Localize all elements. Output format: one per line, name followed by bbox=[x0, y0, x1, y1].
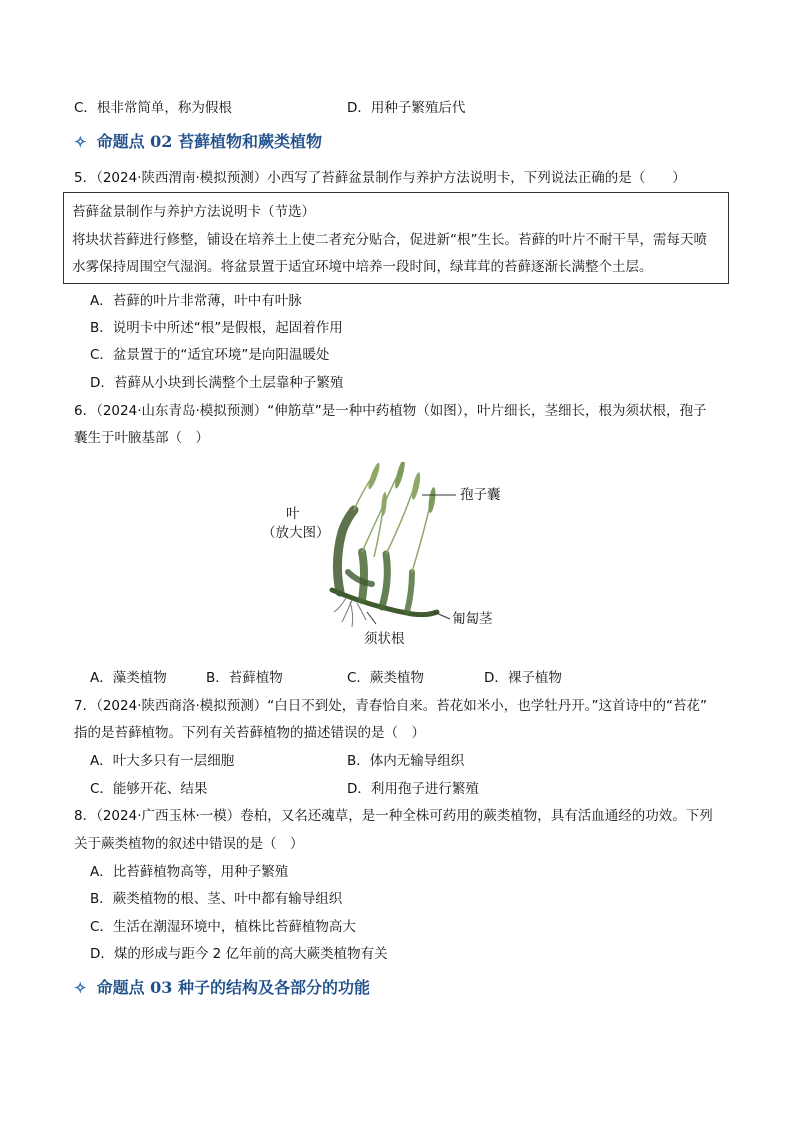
q7-option-d: D．利用孢子进行繁殖 bbox=[347, 781, 479, 797]
section-title: 命题点 03 种子的结构及各部分的功能 bbox=[96, 978, 370, 997]
question-5-stem: 5．（2024·陕西渭南·模拟预测）小西写了苔藓盆景制作与养护方法说明卡，下列说法正确的是（ ） bbox=[74, 170, 686, 186]
question-8-stem-line: 关于蕨类植物的叙述中错误的是（ ） bbox=[74, 836, 304, 852]
q6-option-d: D．裸子植物 bbox=[484, 670, 562, 686]
q8-option-d: D．煤的形成与距今 2 亿年前的高大蕨类植物有关 bbox=[90, 946, 388, 962]
diamond-sparkle-icon: ✧ bbox=[74, 979, 87, 997]
q8-option-b: B．蕨类植物的根、茎、叶中都有输导组织 bbox=[90, 891, 343, 907]
diamond-sparkle-icon: ✧ bbox=[74, 133, 87, 151]
prev-option-d: D．用种子繁殖后代 bbox=[347, 100, 466, 116]
q5-option-b: B．说明卡中所述“根”是假根，起固着作用 bbox=[90, 320, 343, 336]
q6-option-b: B．苔藓植物 bbox=[206, 670, 283, 686]
q7-option-b: B．体内无输导组织 bbox=[347, 753, 465, 769]
question-6-stem-line: 囊生于叶腋基部（ ） bbox=[74, 430, 209, 446]
q5-option-d: D．苔藓从小块到长满整个土层靠种子繁殖 bbox=[90, 375, 344, 391]
q7-option-c: C．能够开花、结果 bbox=[90, 781, 208, 797]
section-heading-02 bbox=[74, 130, 322, 154]
card-text-line: 将块状苔藓进行修整，铺设在培养土上使二者充分贴合，促进新“根”生长。苔藓的叶片不耐干旱，需每天喷 bbox=[72, 232, 707, 248]
q6-option-c: C．蕨类植物 bbox=[347, 670, 424, 686]
question-6-stem-line: 6．（2024·山东青岛·模拟预测）“伸筋草”是一种中药植物（如图），叶片细长，茎细长，根为须状根，孢子 bbox=[74, 403, 707, 419]
figure-label-root: 须状根 bbox=[364, 631, 405, 647]
q5-option-c: C．盆景置于的“适宜环境”是向阳温暖处 bbox=[90, 347, 330, 363]
card-title: 苔藓盆景制作与养护方法说明卡（节选） bbox=[72, 204, 315, 220]
question-8-stem-line: 8．（2024·广西玉林·一模）卷柏，又名还魂草，是一种全株可药用的蕨类植物，具有活血通经的功效。下列 bbox=[74, 808, 713, 824]
section-title: 命题点 02 苔藓植物和蕨类植物 bbox=[96, 132, 322, 151]
instruction-card bbox=[63, 192, 729, 284]
prev-option-c: C．根非常简单，称为假根 bbox=[74, 100, 232, 116]
q6-option-a: A．藻类植物 bbox=[90, 670, 167, 686]
figure-label-stolon: 匍匐茎 bbox=[452, 611, 493, 627]
question-7-stem-line: 7．（2024·陕西商洛·模拟预测）“白日不到处，青春恰自来。苔花如米小，也学牡丹开。”这首诗中的“苔花” bbox=[74, 698, 708, 714]
q5-option-a: A．苔藓的叶片非常薄，叶中有叶脉 bbox=[90, 293, 302, 309]
question-7-stem-line: 指的是苔藓植物。下列有关苔藓植物的描述错误的是（ ） bbox=[74, 725, 425, 741]
figure-label-leaf-zoom: （放大图） bbox=[262, 525, 330, 541]
q8-option-a: A．比苔藓植物高等，用种子繁殖 bbox=[90, 864, 289, 880]
card-text-line: 水雾保持周围空气湿润。将盆景置于适宜环境中培养一段时间，绿茸茸的苔藓逐渐长满整个土层。 bbox=[72, 259, 653, 275]
q8-option-c: C．生活在潮湿环境中，植株比苔藓植物高大 bbox=[90, 919, 356, 935]
plant-figure bbox=[262, 462, 512, 652]
figure-label-leaf: 叶 bbox=[286, 506, 300, 522]
section-heading-03 bbox=[74, 976, 370, 1000]
figure-label-sporangium: 孢子囊 bbox=[460, 487, 501, 503]
q7-option-a: A．叶大多只有一层细胞 bbox=[90, 753, 235, 769]
